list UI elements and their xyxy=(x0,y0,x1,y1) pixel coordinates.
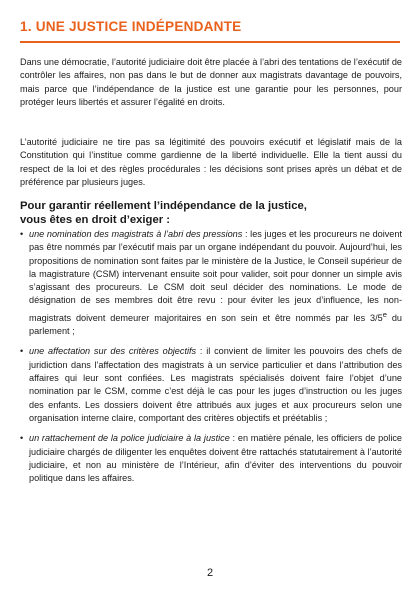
demands-heading xyxy=(20,199,402,227)
list-item-text: : il convient de limiter les pouvoirs des chefs de juridiction dans l’affectation des magistrats à un service particulier et dans l’attribution des affaires qui leur sont confiées. Les magistrats spécialisés doivent faire l’objet d’une nomination par le CSM, comme c’est déjà le cas pour les juges d’instruction ou les juges des enfants. Les dossiers doivent être attribués aux juges et aux procureurs selon une organisation interne claire, comportant des critères objectifs et préétablis ; xyxy=(29,346,402,423)
list-item-lead: une nomination des magistrats à l’abri des pressions xyxy=(29,229,243,239)
bullet-icon: • xyxy=(20,433,24,444)
demands-heading-line-2: vous êtes en droit d’exiger : xyxy=(20,214,171,226)
list-item-text-end: du parlement ; xyxy=(29,312,402,337)
title-divider xyxy=(20,41,400,43)
list-item-lead: une affectation sur des critères objectifs xyxy=(29,346,197,357)
list-item-police-judiciaire xyxy=(20,432,402,485)
bullet-icon: • xyxy=(20,346,24,357)
intro-paragraph-2: L’autorité judiciaire ne tire pas sa légitimité des pouvoirs exécutif et législatif mais de la Constitution qui l’institue comme gardienne de la liberté individuelle. Elle la tient aussi du respect de la loi et des règles procédurales : les décisions sont prises après un débat et de préférence par plusieurs juges. xyxy=(20,137,402,187)
bullet-icon: • xyxy=(20,229,24,239)
list-item-text: : les juges et les procureurs ne doivent pas être nommés par l’exécutif mais par un organe indépendant du pouvoir. Aujourd’hui, les propositions de nomination sont faites par le ministère de la Justice, le Conseil supérieur de la magistrature (CSM) intervenant ensuite soit pour valider, soit pour donner un simple avis s’agissant des procureurs. Le CSM doit seul décider des nominations. Le mode de désignation de ses membres doit être revu : pour éviter les jeux d’influence, les non-magistrats doivent demeurer majoritaires en son sein et être nommés par les 3/5 xyxy=(29,229,402,323)
list-item-text: : en matière pénale, les officiers de police judiciaire chargés de diligenter les enquêtes doivent être rattachés statutairement à l’autorité judiciaire, et non au ministère de l’Intérieur, afin d’éviter des interventions du pouvoir politique dans les affaires. xyxy=(29,433,402,484)
section-title: 1. UNE JUSTICE INDÉPENDANTE xyxy=(20,19,242,34)
page-number: 2 xyxy=(206,567,214,579)
list-item-affectation xyxy=(20,345,402,425)
list-item-lead: un rattachement de la police judiciaire à la justice xyxy=(29,433,230,444)
superscript: e xyxy=(382,309,387,319)
list-item-nomination xyxy=(20,228,402,338)
intro-paragraph-1: Dans une démocratie, l’autorité judiciaire doit être placée à l’abri des tentations de l’exécutif de contrôler les affaires, non pas dans le but de donner aux magistrats davantage de pouvoirs, mais parce que l’indépendance de la justice est une garantie pour les personnes, pour protéger leurs libertés et assurer l’égalité en droits. xyxy=(20,57,402,107)
demands-list xyxy=(20,228,402,485)
demands-heading-line-1: Pour garantir réellement l’indépendance de la justice, xyxy=(20,200,307,212)
